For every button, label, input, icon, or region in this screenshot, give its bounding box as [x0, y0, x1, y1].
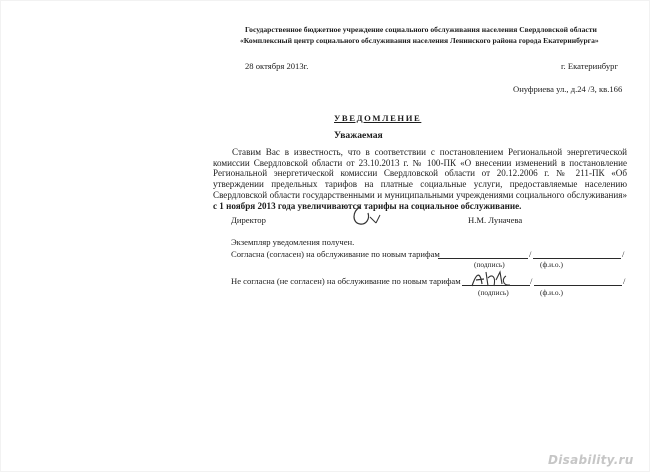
notice-body-text: Ставим Вас в известность, что в соответствии с постановлением Региональной энергетической комиссии Свердловской области от 23.10.2013 г. № 100-ПК «О внесении изменений в постановление Региональной энергетической комиссии Свердловской области от 20.12.2006 г. № 211-ПК «Об утверждении предельных тарифов на платные социальные услуги, предоставляемые населению Свердловской области государственными и муниципальными учреждениями социального обслуживания»: [213, 147, 627, 200]
notice-body: [213, 147, 627, 211]
receipt-confirmation: Экземпляр уведомления получен.: [231, 237, 355, 247]
signatory-position: Директор: [231, 215, 266, 225]
agree-signature-line: [438, 258, 528, 259]
disagree-label: Не согласна (не согласен) на обслуживание по новым тарифам: [231, 276, 461, 286]
director-signature: [350, 203, 396, 227]
disagree-fio-hint: (ф.и.о.): [540, 288, 563, 297]
agree-end-slash: /: [622, 249, 625, 259]
disagree-separator: /: [530, 276, 533, 286]
signatory-name: Н.М. Луначева: [468, 215, 523, 225]
document-city: г. Екатеринбург: [561, 61, 618, 71]
agree-signature-hint: (подпись): [474, 260, 505, 269]
agree-label: Согласна (согласен) на обслуживание по новым тарифам: [231, 249, 440, 259]
organization-line-2: «Комплексный центр социального обслуживания населения Ленинского района города Екатеринбурга»: [240, 36, 599, 45]
greeting: Уважаемая: [334, 130, 383, 141]
notice-body-bold: с 1 ноября 2013 года увеличиваются тарифы на социальное обслуживание.: [213, 200, 522, 211]
disagree-fio-line: [534, 285, 622, 286]
agree-fio-hint: (ф.и.о.): [540, 260, 563, 269]
site-watermark: Disability.ru: [548, 453, 634, 467]
agree-fio-line: [533, 258, 621, 259]
recipient-address: Онуфриева ул., д.24 /3, кв.166: [513, 84, 623, 94]
document-title: УВЕДОМЛЕНИЕ: [334, 113, 422, 123]
organization-line-1: Государственное бюджетное учреждение социального обслуживания населения Свердловской области: [245, 25, 597, 34]
agree-separator: /: [529, 249, 532, 259]
disagree-end-slash: /: [623, 276, 626, 286]
document-date: 28 октября 2013г.: [245, 61, 309, 71]
disagree-signature-hint: (подпись): [478, 288, 509, 297]
